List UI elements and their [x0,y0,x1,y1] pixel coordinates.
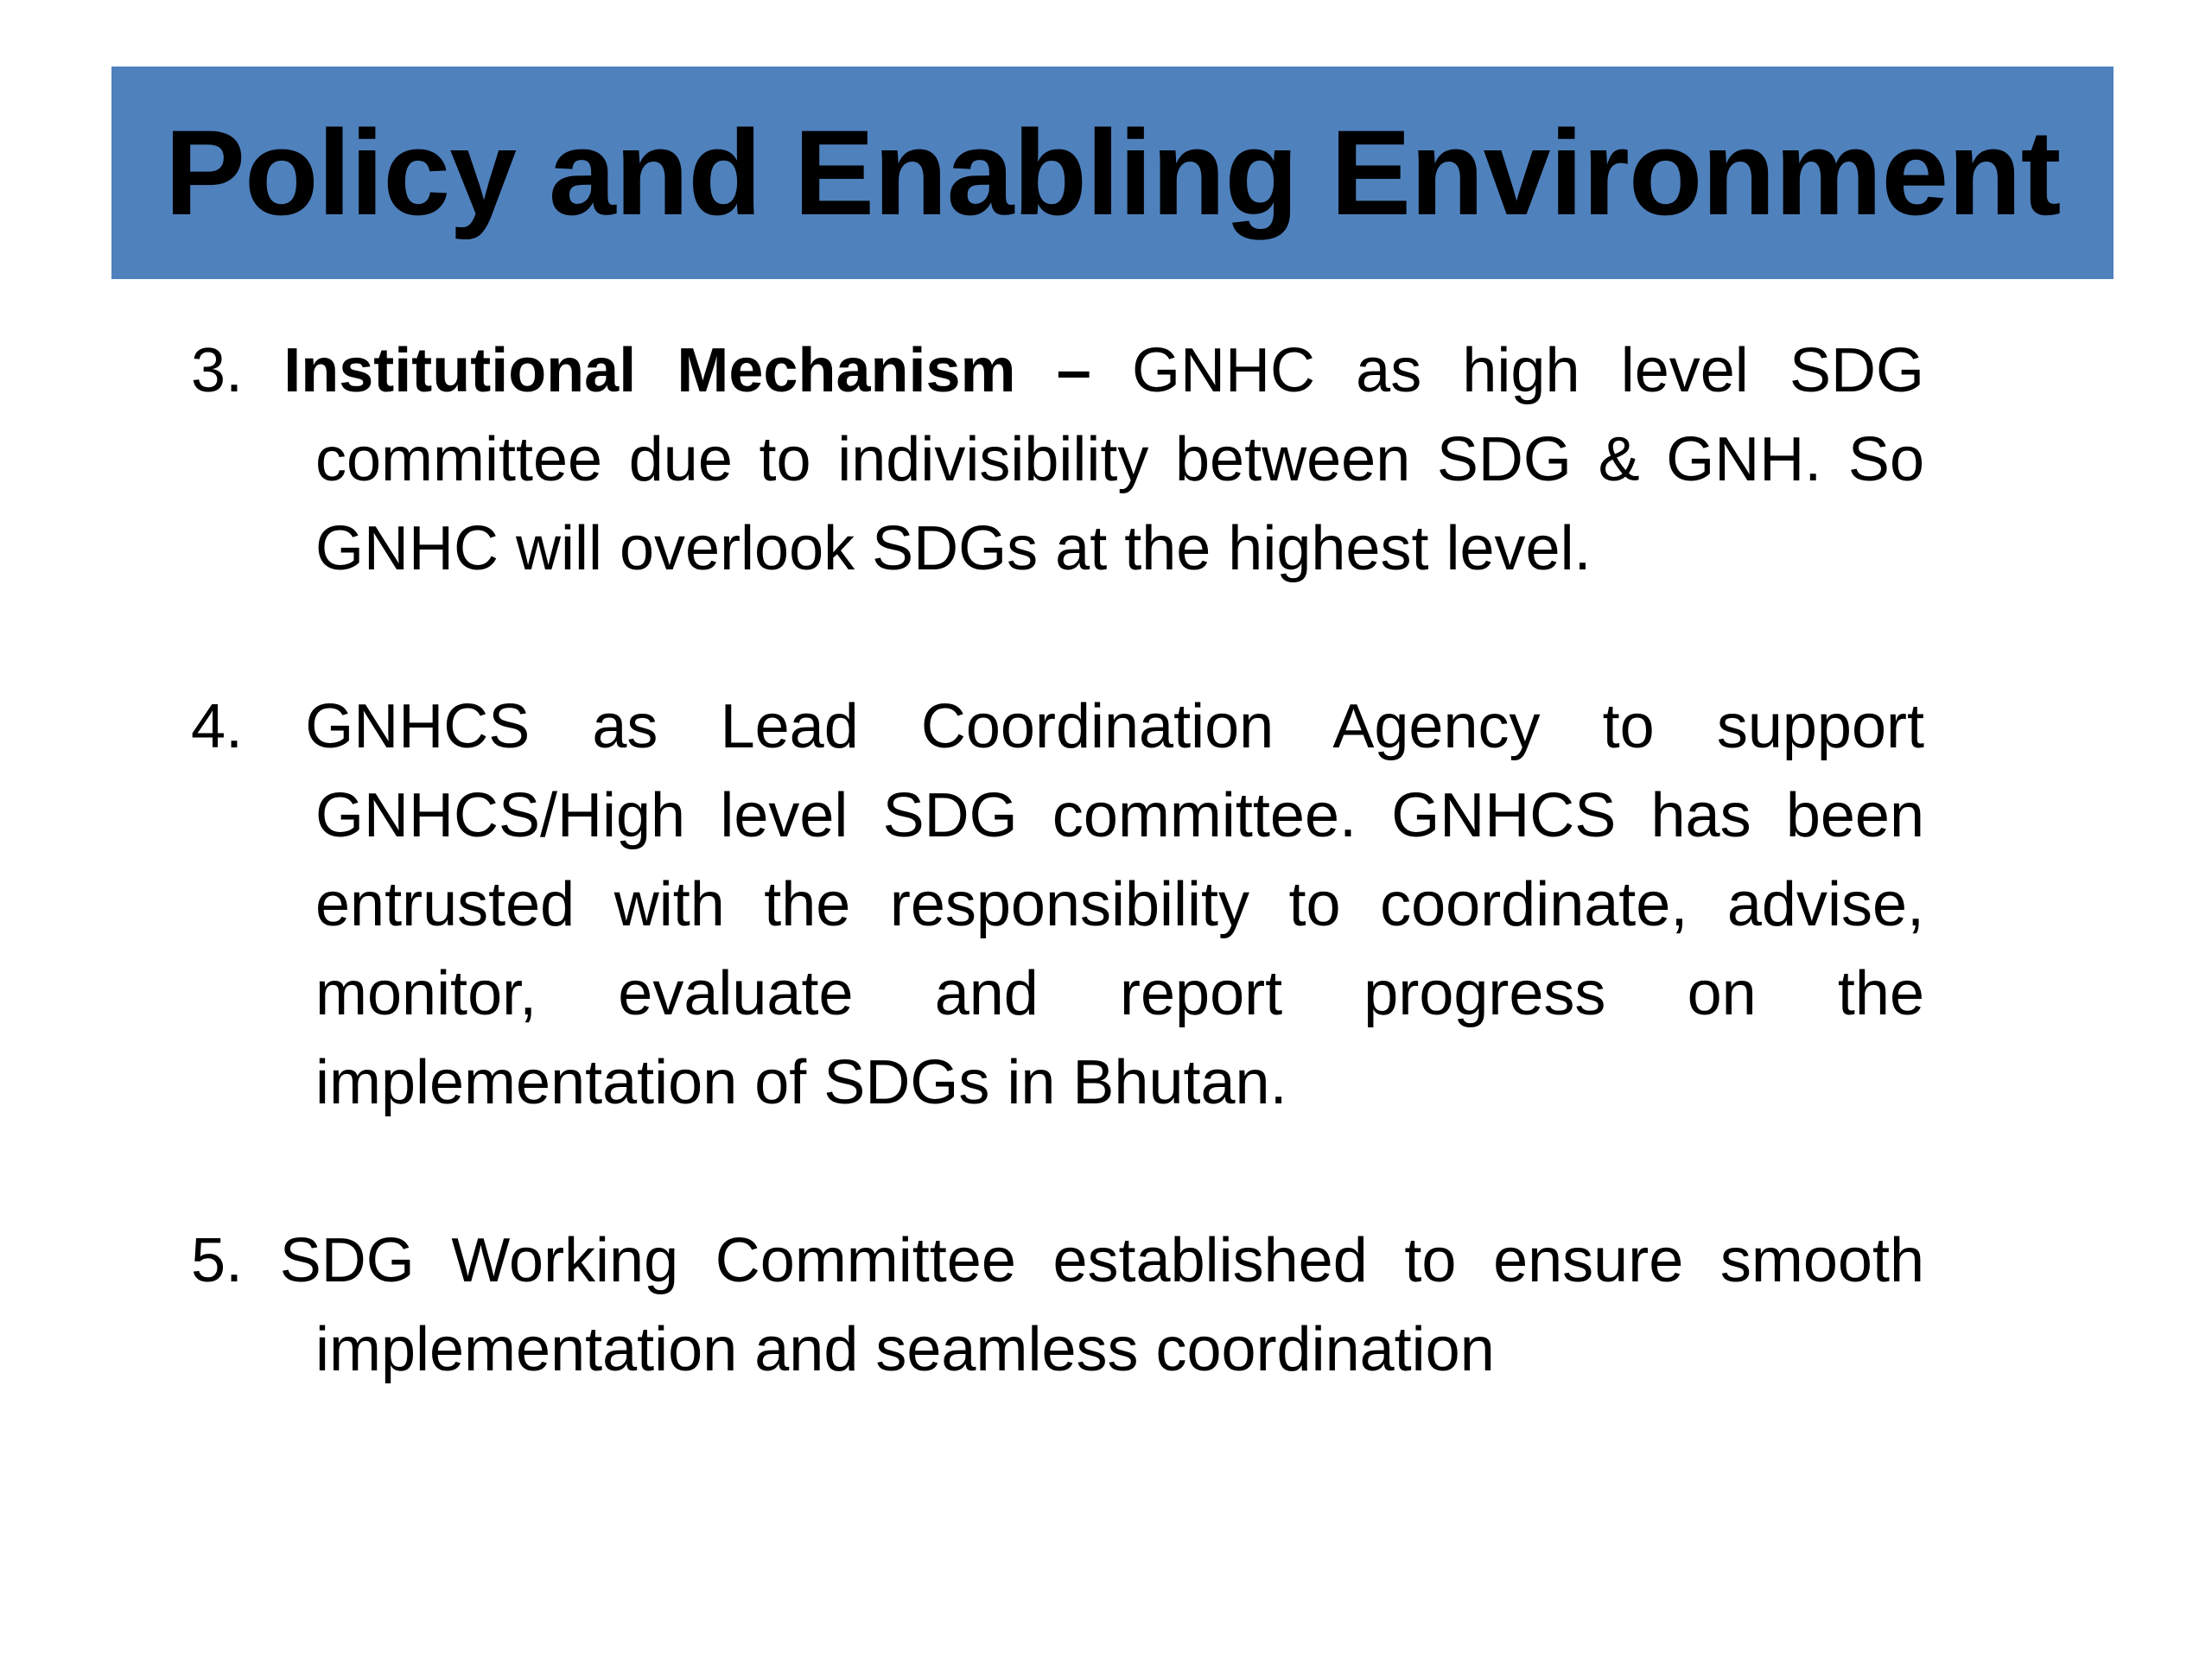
item-text: SDG Working Committee established to ensure smooth implementation and seamless coordination [279,1226,1924,1384]
title-bar [111,67,2113,279]
item-number: 5. [191,1226,244,1295]
list-item-5 [191,1217,1924,1395]
slide-title: Policy and Enabling Environment [164,105,2061,240]
item-number: 3. [191,336,244,405]
item-number: 4. [191,692,244,761]
list-item-3 [191,327,1924,594]
item-heading: Institutional Mechanism – [283,336,1091,405]
list-item-4 [191,683,1924,1128]
item-text: GNHCS as Lead Coordination Agency to support GNHCS/High level SDG committee. GNHCS has been entrusted with the responsibility to coordinate, advise, monitor, evaluate and report progress on the implementation of SDGs in Bhutan. [305,692,1924,1117]
item-text: GNHC as high level SDG committee due to indivisibility between SDG & GNH. So GNHC will overlook SDGs at the highest level. [315,336,1924,583]
slide-body [191,327,1924,1395]
